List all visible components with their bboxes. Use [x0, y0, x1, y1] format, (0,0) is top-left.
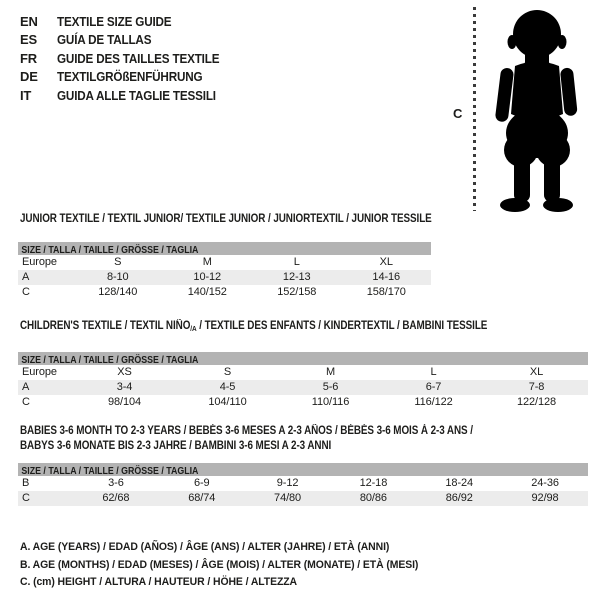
table-row — [18, 491, 588, 506]
footnote-line: B. AGE (MONTHS) / EDAD (MESES) / ÂGE (MOIS) / ALTER (MONATE) / ETÀ (MESI) — [20, 558, 419, 571]
table-cell: 8-10 — [106, 270, 129, 283]
table-body — [18, 476, 588, 506]
language-row — [20, 13, 237, 31]
table-cell: 122/128 — [516, 395, 557, 408]
language-title: GUIDE DES TAILLES TEXTILE — [57, 50, 220, 66]
table-cell: L — [293, 255, 300, 268]
table-row — [18, 285, 431, 300]
table-cell: 110/116 — [311, 395, 350, 408]
footnotes — [20, 539, 439, 592]
table-title-segment: / TEXTILE DES ENFANTS / KINDERTEXTIL / BAMBINI TESSILE — [196, 320, 488, 332]
table-cell: M — [325, 365, 336, 378]
table-cell: M — [202, 255, 212, 268]
table-cell: 62/68 — [102, 492, 130, 504]
table-cell: 4-5 — [219, 380, 236, 393]
table-cell: 80/86 — [359, 492, 387, 504]
table-cell: S — [223, 365, 232, 378]
table-title-line — [20, 212, 432, 227]
row-label: Europe — [22, 365, 57, 378]
language-title: TEXTILGRÖßENFÜHRUNG — [57, 69, 203, 85]
language-row — [20, 31, 237, 49]
table-row — [18, 255, 431, 270]
language-code: IT — [20, 87, 32, 103]
table-cell: 92/98 — [531, 492, 559, 504]
size-table-children — [18, 319, 588, 410]
table-cell: S — [114, 255, 122, 268]
size-table-babies — [18, 424, 588, 506]
table-row — [18, 365, 588, 380]
table-cell: XL — [529, 365, 544, 378]
table-row — [18, 395, 588, 410]
table-cell: 12-18 — [359, 477, 388, 489]
language-row — [20, 87, 237, 105]
table-cell: 86/92 — [445, 492, 473, 504]
language-code: FR — [20, 50, 37, 66]
table-row — [18, 476, 588, 491]
height-measure-dotted-line — [473, 7, 476, 211]
row-label: A — [22, 270, 30, 283]
table-cell: 116/122 — [414, 395, 453, 408]
language-row — [20, 50, 237, 68]
size-header-text: SIZE / TALLA / TAILLE / GRÖSSE / TAGLIA — [21, 353, 199, 365]
table-cell: 6-7 — [425, 380, 442, 393]
language-code: ES — [20, 32, 37, 48]
row-label: Europe — [22, 255, 57, 268]
row-label: C — [22, 395, 30, 408]
table-cell: 152/158 — [277, 285, 317, 298]
size-header-text: SIZE / TALLA / TAILLE / GRÖSSE / TAGLIA — [21, 243, 199, 255]
table-cell: 7-8 — [528, 380, 545, 393]
size-header-band — [18, 352, 588, 365]
table-cell: 10-12 — [193, 270, 222, 283]
table-cell: 9-12 — [276, 477, 299, 489]
language-list — [20, 13, 237, 105]
toddler-silhouette-icon — [484, 6, 590, 212]
row-label: C — [22, 492, 30, 504]
table-title-line — [20, 439, 508, 454]
language-code: EN — [20, 14, 38, 29]
table-cell: L — [430, 365, 437, 378]
table-row — [18, 380, 588, 395]
table-body — [18, 365, 588, 410]
table-cell: 18-24 — [445, 477, 474, 489]
table-cell: 24-36 — [531, 477, 559, 489]
table-title-segment: JUNIOR TEXTILE / TEXTIL JUNIOR/ TEXTILE JUNIOR / JUNIORTEXTIL / JUNIOR TESSILE — [20, 213, 432, 225]
table-cell: 68/74 — [188, 492, 216, 504]
language-row — [20, 68, 237, 86]
figure-area — [440, 0, 600, 220]
language-title: TEXTILE SIZE GUIDE — [57, 14, 172, 29]
table-title-segment: CHILDREN'S TEXTILE / TEXTIL NIÑO — [20, 320, 191, 332]
table-title-segment: BABIES 3-6 MONTH TO 2-3 YEARS / BEBÉS 3-6 MESES A 2-3 AÑOS / BÉBÉS 3-6 MOIS À 2-3 ANS / — [20, 425, 473, 437]
row-label: C — [22, 285, 30, 298]
table-cell: 98/104 — [107, 395, 142, 408]
table-title-segment: BABYS 3-6 MONATE BIS 2-3 JAHRE / BAMBINI 3-6 MESI A 2-3 ANNI — [20, 439, 332, 452]
footnote-line: C. (cm) HEIGHT / ALTURA / HAUTEUR / HÖHE / ALTEZZA — [20, 576, 298, 589]
size-header-text: SIZE / TALLA / TAILLE / GRÖSSE / TAGLIA — [21, 465, 199, 476]
table-title-block — [18, 319, 588, 337]
table-cell: 104/110 — [208, 395, 247, 408]
table-cell: 128/140 — [98, 285, 138, 298]
row-label: B — [22, 477, 30, 489]
table-title-segment: /A — [190, 324, 197, 333]
table-cell: 3-6 — [108, 477, 124, 489]
table-title-block — [18, 424, 588, 453]
table-title-block — [18, 212, 431, 227]
table-cell: 14-16 — [372, 270, 401, 283]
language-code: DE — [20, 69, 38, 85]
table-cell: 6-9 — [193, 477, 210, 489]
table-cell: 140/152 — [187, 285, 227, 298]
size-header-band — [18, 463, 588, 476]
table-cell: 12-13 — [282, 270, 311, 283]
size-header-band — [18, 242, 431, 255]
height-measure-label-c: C — [453, 106, 463, 121]
footnote-line: A. AGE (YEARS) / EDAD (AÑOS) / ÂGE (ANS) / ALTER (JAHRE) / ETÀ (ANNI) — [20, 541, 390, 553]
size-table-junior — [18, 212, 431, 300]
table-cell: 5-6 — [322, 380, 339, 393]
language-title: GUIDA ALLE TAGLIE TESSILI — [57, 87, 216, 103]
table-cell: XS — [117, 365, 132, 378]
table-cell: 3-4 — [116, 380, 133, 393]
table-cell: XL — [379, 255, 393, 268]
table-cell: 74/80 — [274, 492, 302, 504]
table-title-line — [20, 424, 508, 439]
table-body — [18, 255, 431, 300]
language-title: GUÍA DE TALLAS — [57, 32, 152, 48]
row-label: A — [22, 380, 30, 393]
table-row — [18, 270, 431, 285]
table-cell: 158/170 — [366, 285, 406, 298]
table-title-line — [20, 319, 508, 337]
